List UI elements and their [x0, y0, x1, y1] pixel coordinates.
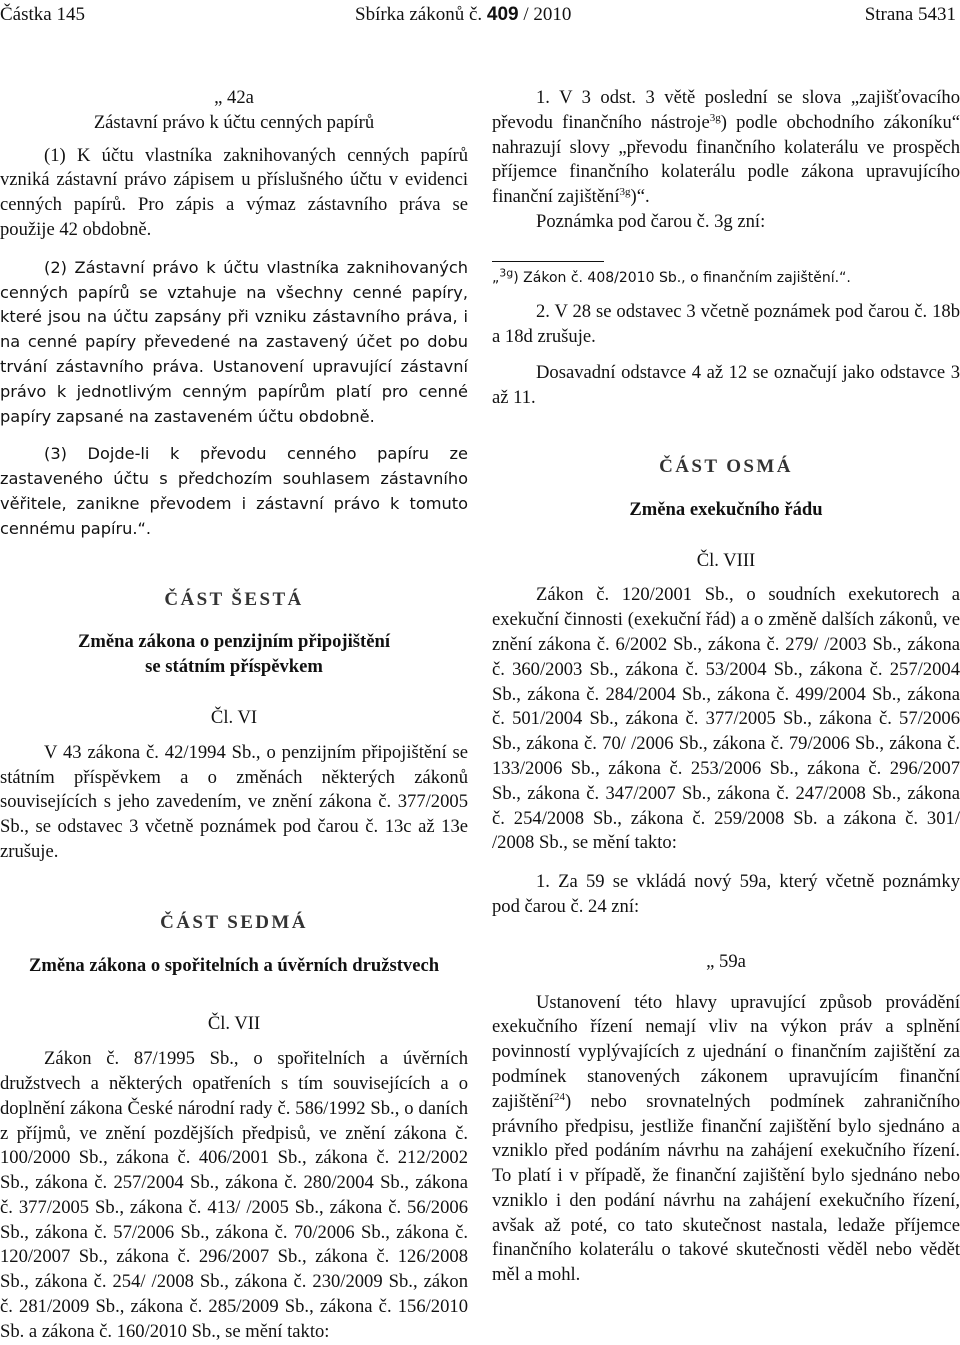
header-collection [355, 4, 571, 26]
header-issue-number: 409 [486, 4, 519, 25]
section-42a-mark: „ 42a [214, 87, 254, 108]
part-8-title: Změna exekučního řádu [629, 498, 823, 520]
article-8-heading: Čl. VIII [696, 549, 756, 571]
footnote-open-quote: „ [492, 269, 500, 286]
article-6-heading: Čl. VI [210, 706, 258, 728]
item-1-footnote-ref-2: 3g [619, 186, 631, 198]
amendment-item-1 [492, 86, 960, 210]
section-59a-text [492, 991, 960, 1289]
part-6-title-line-2: se státním příspěvkem [145, 656, 323, 678]
header-page-number: Strana 5431 [864, 4, 956, 25]
section-59a-text-b: ) nebo srovnatelných podmínek zahraničního právního předpisu, jestliže finanční zajištění bylo sjednáno a vzniklo před podáním návrhu na zahájení exekučního řízení. To platí i v případě, že finanční zajištění bylo sjednáno nebo vzniklo i den podání návrhu na zahájení exekučního řízení, avšak až poté, co tato skutečnost nastala, ledaže příjemce finančního kolaterálu o takové skutečnosti věděl nebo vědět měl a mohl. [492, 1090, 960, 1286]
footnote-3g-text: ) Zákon č. 408/2010 Sb., o finančním zajištění.“. [513, 269, 851, 286]
part-8-heading: ČÁST OSMÁ [659, 455, 793, 477]
item-1-text-c: )“. [630, 186, 650, 208]
section-59a-mark: „ 59a [706, 950, 746, 972]
footnote-3g [492, 268, 960, 288]
footnote-3g-mark: 3g [499, 266, 514, 280]
header-part-number: Částka 145 [0, 4, 85, 25]
footnote-intro: Poznámka pod čarou č. 3g zní: [536, 210, 766, 232]
article-8-text: Zákon č. 120/2001 Sb., o soudních exekutorech a exekuční činnosti (exekuční řád) a o změně dalších zákonů, ve znění zákona č. 6/2002 Sb., zákona č. 279/ /2003 Sb., zákona č. 360/2003 Sb., zákona č. 53/2004 Sb., zákona č. 257/2004 Sb., zákona č. 284/2004 Sb., zákona č. 499/2004 Sb., zákona č. 501/2004 Sb., zákona č. 377/2005 Sb., zákona č. 57/2006 Sb., zákona č. 70/ /2006 Sb., zákona č. 79/2006 Sb., zákona č. 133/2006 Sb., zákona č. 253/2006 Sb., zákona č. 296/2007 Sb., zákona č. 347/2007 Sb., zákona č. 247/2008 Sb., zákona č. 254/2008 Sb., zákona č. 259/2008 Sb. a zákona č. 301/ /2008 Sb., se mění takto: [492, 584, 960, 854]
item-1-text-b: ) podle obchodního zákoníku“ nahrazují slovy „převodu finančního kolaterálu ve prospěch příjemce finančního kolaterálu podle zákona upravujícího finanční zajištění [492, 111, 960, 208]
header-collection-year: / 2010 [523, 4, 572, 25]
part-6-title-line-1: Změna zákona o penzijním připojištění [78, 631, 390, 653]
part-7-heading: ČÁST SEDMÁ [160, 911, 308, 933]
renumbering-note: Dosavadní odstavce 4 až 12 se označují jako odstavce 3 až 11. [492, 362, 960, 409]
section-42a-paragraph-2: (2) Zástavní právo k účtu vlastníka zaknihovaných cenných papírů se vztahuje na všechny cenné papíry, které jsou na účtu zapsány při vzniku zástavního práva, i na cenné papíry převedené na zastavený účet po dobu trvání zástavního práva. Ustanovení upravující zástavní právo k jednotlivým cenným papírům platí pro cenné papíry zapsané na zastaveném účtu obdobně. [0, 257, 468, 426]
article-6-text: V 43 zákona č. 42/1994 Sb., o penzijním připojištění se státním příspěvkem a o změnách některých zákonů souvisejících s jeho zavedením, ve znění zákona č. 377/2005 Sb., se odstavec 3 včetně poznámek pod čarou č. 13c až 13e zrušuje. [0, 741, 468, 862]
article-8-item-1: 1. Za 59 se vkládá nový 59a, který včetně poznámky pod čarou č. 24 zní: [492, 871, 960, 917]
section-42a-title: Zástavní právo k účtu cenných papírů [93, 111, 375, 133]
page-header [0, 4, 960, 30]
item-1-text-a: 1. V 3 odst. 3 větě poslední se slova „zajišťovacího převodu finančního nástroje [492, 87, 960, 133]
amendment-item-2: 2. V 28 se odstavec 3 včetně poznámek pod čarou č. 18b a 18d zrušuje. [492, 300, 960, 347]
section-42a-paragraph-1: (1) K účtu vlastníka zaknihovaných cenných papírů vzniká zástavní právo zápisem u příslušného účtu v evidenci cenných papírů. Pro zápis a výmaz zástavního práva se použije 42 obdobně. [0, 144, 468, 240]
right-column [492, 86, 960, 1288]
left-column [0, 86, 468, 1345]
article-7-heading: Čl. VII [207, 1013, 261, 1035]
part-7-title: Změna zákona o spořitelních a úvěrních družstvech [28, 954, 440, 976]
footnote-separator [492, 261, 604, 262]
section-59a-footnote-ref: 24 [553, 1090, 565, 1103]
section-42a-paragraph-3: (3) Dojde-li k převodu cenného papíru ze zastaveného účtu s předchozím souhlasem zástavního věřitele, zanikne převodem i zástavní právo k tomuto cennému papíru.“. [0, 444, 468, 538]
article-7-text: Zákon č. 87/1995 Sb., o spořitelních a úvěrních družstvech a některých opatřeních s tím souvisejících a o doplnění zákona České národní rady č. 586/1992 Sb., o daních z příjmů, ve znění pozdějších předpisů, ve znění zákona č. 100/2000 Sb., zákona č. 406/2001 Sb., zákona č. 212/2002 Sb., zákona č. 257/2004 Sb., zákona č. 280/2004 Sb., zákona č. 377/2005 Sb., zákona č. 413/ /2005 Sb., zákona č. 56/2006 Sb., zákona č. 57/2006 Sb., zákona č. 70/2006 Sb., zákona č. 120/2007 Sb., zákona č. 296/2007 Sb., zákona č. 126/2008 Sb., zákona č. 254/ /2008 Sb., zákona č. 230/2009 Sb., zákon č. 281/2009 Sb., zákona č. 285/2009 Sb., zákona č. 156/2010 Sb. a zákona č. 160/2010 Sb., se mění takto: [0, 1048, 468, 1342]
item-1-footnote-ref-1: 3g [709, 111, 721, 124]
section-59a-text-a: Ustanovení této hlavy upravující způsob provádění exekučního řízení nemají vliv na výkon práv a splnění povinností vyplývajících z ujednání o finančním zajištění za podmínek stanovených zákonem upravujícím finanční zajištění [492, 991, 960, 1112]
header-collection-prefix: Sbírka zákonů č. [355, 4, 483, 25]
part-6-heading: ČÁST ŠESTÁ [164, 588, 304, 610]
